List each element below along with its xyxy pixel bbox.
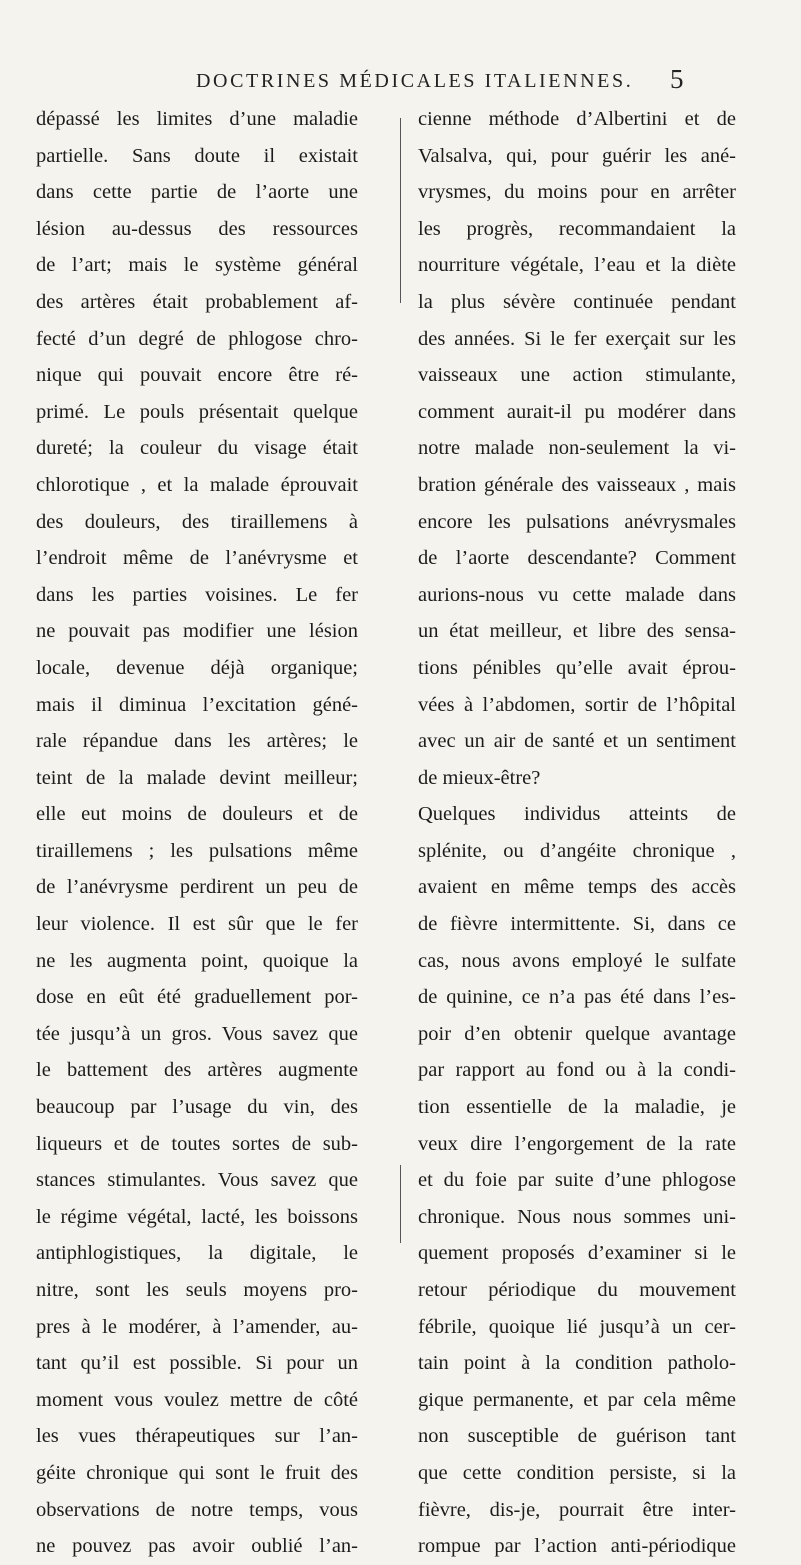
text-line: vrysmes, du moins pour en arrêter: [418, 181, 736, 204]
text-line: fièvre, dis-je, pourrait être inter-: [418, 1498, 736, 1521]
text-line: pres à le modérer, à l’amender, au-: [36, 1315, 358, 1338]
text-line: le régime végétal, lacté, les boissons: [36, 1205, 358, 1228]
text-line: tion essentielle de la maladie, je: [418, 1096, 736, 1119]
text-line: aurions-nous vu cette malade dans: [418, 583, 736, 606]
text-line: fébrile, quoique lié jusqu’à un cer-: [418, 1315, 736, 1338]
running-header: [0, 64, 801, 100]
text-line: lésion au-dessus des ressources: [36, 217, 358, 240]
text-line: des douleurs, des tiraillemens à: [36, 510, 358, 533]
text-line: la plus sévère continuée pendant: [418, 290, 736, 313]
text-line: primé. Le pouls présentait quelque: [36, 400, 358, 423]
text-line: de l’anévrysme perdirent un peu de: [36, 876, 358, 899]
left-column: [36, 101, 358, 1565]
text-line: de fièvre intermittente. Si, dans ce: [418, 913, 736, 936]
text-line: encore les pulsations anévrysmales: [418, 510, 736, 533]
text-line: nourriture végétale, l’eau et la diète: [418, 254, 736, 277]
text-line: cas, nous avons employé le sulfate: [418, 949, 736, 972]
text-line: des années. Si le fer exerçait sur les: [418, 327, 736, 350]
text-line: tiraillemens ; les pulsations même: [36, 839, 358, 862]
text-line: avaient en même temps des accès: [418, 876, 736, 899]
column-rule: [400, 118, 401, 303]
text-line: par rapport au fond ou à la condi-: [418, 1059, 736, 1082]
text-line: de mieux-être?: [418, 766, 541, 789]
text-line: poir d’en obtenir quelque avantage: [418, 1022, 736, 1045]
text-line: tée jusqu’à un gros. Vous savez que: [36, 1022, 358, 1045]
text-line: Quelques individus atteints de: [418, 803, 736, 826]
text-line: tain point à la condition patholo-: [418, 1352, 736, 1375]
text-line: beaucoup par l’usage du vin, des: [36, 1096, 358, 1119]
text-line: cienne méthode d’Albertini et de: [418, 108, 736, 130]
text-line: moment vous voulez mettre de côté: [36, 1388, 358, 1411]
text-line: les vues thérapeutiques sur l’an-: [36, 1425, 358, 1448]
column-rule: [400, 1165, 401, 1243]
text-line: un état meilleur, et libre des sensa-: [418, 620, 736, 643]
text-line: de l’aorte descendante? Comment: [418, 547, 736, 570]
text-line: ne pouvez pas avoir oublié l’an-: [36, 1535, 358, 1558]
text-line: de quinine, ce n’a pas été dans l’es-: [418, 986, 736, 1009]
text-line: et du foie par suite d’une phlogose: [418, 1169, 736, 1192]
text-line: rompue par l’action anti-périodique: [418, 1535, 736, 1558]
text-line: leur violence. Il est sûr que le fer: [36, 913, 358, 936]
text-line: vaisseaux une action stimulante,: [418, 364, 736, 387]
text-line: chronique. Nous nous sommes uni-: [418, 1205, 736, 1228]
text-line: ne pouvait pas modifier une lésion: [36, 620, 358, 643]
text-line: mais il diminua l’excitation géné-: [36, 693, 358, 716]
text-line: quement proposés d’examiner si le: [418, 1242, 736, 1265]
text-line: elle eut moins de douleurs et de: [36, 803, 358, 826]
text-line: nique qui pouvait encore être ré-: [36, 364, 358, 387]
text-line: partielle. Sans doute il existait: [36, 144, 358, 167]
running-title: DOCTRINES MÉDICALES ITALIENNES.: [196, 70, 634, 92]
text-line: dépassé les limites d’une maladie: [36, 108, 358, 130]
text-line: Valsalva, qui, pour guérir les ané-: [418, 144, 736, 167]
text-line: dureté; la couleur du visage était: [36, 437, 358, 460]
text-line: teint de la malade devint meilleur;: [36, 766, 358, 789]
text-line: comment aurait-il pu modérer dans: [418, 400, 736, 423]
text-line: l’endroit même de l’anévrysme et: [36, 547, 358, 570]
text-line: le battement des artères augmente: [36, 1059, 358, 1082]
text-line: vées à l’abdomen, sortir de l’hôpital: [418, 693, 736, 716]
right-column: [418, 101, 736, 1565]
text-line: tions pénibles qu’elle avait éprou-: [418, 656, 736, 679]
text-line: liqueurs et de toutes sortes de sub-: [36, 1132, 358, 1155]
text-line: fecté d’un degré de phlogose chro-: [36, 327, 358, 350]
text-line: dose en eût été graduellement por-: [36, 986, 358, 1009]
text-line: que cette condition persiste, si la: [418, 1461, 736, 1484]
text-line: chlorotique , et la malade éprouvait: [36, 473, 358, 496]
text-line: gique permanente, et par cela même: [418, 1388, 736, 1411]
text-line: nitre, sont les seuls moyens pro-: [36, 1279, 358, 1301]
text-line: non susceptible de guérison tant: [418, 1425, 736, 1448]
text-line: avec un air de santé et un sentiment: [418, 730, 736, 753]
text-line: des artères était probablement af-: [36, 290, 358, 313]
text-line: de l’art; mais le système général: [36, 254, 358, 277]
text-line: dans cette partie de l’aorte une: [36, 181, 358, 204]
text-line: bration générale des vaisseaux , mais: [418, 473, 736, 496]
text-line: rale répandue dans les artères; le: [36, 730, 358, 753]
page-number: 5: [670, 64, 684, 94]
text-line: antiphlogistiques, la digitale, le: [36, 1242, 358, 1265]
text-line: observations de notre temps, vous: [36, 1498, 358, 1521]
text-line: notre malade non-seulement la vi-: [418, 437, 736, 460]
text-line: retour périodique du mouvement: [418, 1279, 736, 1301]
text-line: stances stimulantes. Vous savez que: [36, 1169, 358, 1192]
text-line: splénite, ou d’angéite chronique ,: [418, 839, 736, 862]
text-line: locale, devenue déjà organique;: [36, 656, 358, 679]
text-line: tant qu’il est possible. Si pour un: [36, 1352, 358, 1375]
text-line: géite chronique qui sont le fruit des: [36, 1461, 358, 1484]
text-line: ne les augmenta point, quoique la: [36, 949, 358, 972]
text-line: dans les parties voisines. Le fer: [36, 583, 358, 606]
text-line: les progrès, recommandaient la: [418, 217, 736, 240]
text-line: veux dire l’engorgement de la rate: [418, 1132, 736, 1155]
